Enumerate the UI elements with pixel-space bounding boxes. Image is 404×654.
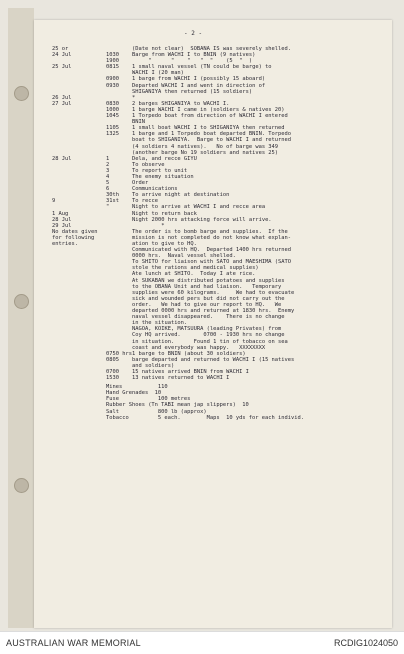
entry-date: 25 Jul: [52, 64, 72, 71]
entry-time: 2: [106, 161, 110, 168]
entry-date: [52, 375, 106, 381]
entry-text: Dela, and recce GIYU: [132, 155, 197, 162]
entry-time: 6: [106, 186, 110, 193]
entry-text: Night to return back: [132, 210, 197, 217]
entry-text: departed 0000 hrs and returned at 1830 hrs. Enemy: [132, 308, 295, 315]
entry-date: 28 Jul: [52, 155, 72, 162]
entry-text: The enemy situation: [132, 173, 194, 180]
entry-text: (another barge No 19 soldiers and natives 25): [132, 149, 279, 156]
entry-text: At SUKABAN we distributed potatoes and supplies: [132, 277, 285, 284]
entry-text: to the OBANA Unit and had liaison. Temporary: [132, 283, 282, 290]
entry-text: Coy HQ arrived. 0700 - 1930 hrs no change: [132, 332, 285, 339]
entry-text: SHIGANIYA then returned (15 soldiers): [132, 88, 253, 95]
entry-text: 0000 hrs. Naval vessel shelled.: [132, 253, 236, 260]
entry-text: NAGOA, KOIKE, MATSUURA (leading Privates) from: [132, 326, 282, 333]
entry-time: 1105: [106, 125, 119, 132]
entry-text: order. We had to give our report to HQ. We: [132, 301, 282, 308]
entry-time: ": [106, 204, 110, 211]
entry-date: for following: [52, 234, 95, 241]
entry-text: in situation. Found 1 tin of tobacco on sea: [132, 338, 288, 345]
entry-text: naval vessel disappeared. There is no change: [132, 314, 285, 321]
entry-text: Ate lunch at SHITO. Today I ate rice.: [132, 271, 256, 278]
entry-text: To report to unit: [132, 167, 188, 174]
document-page: [34, 20, 392, 628]
footer-bar: [0, 631, 404, 654]
entry-text: 1 barge and 1 Torpedo boat departed BNIN. Torpedo: [132, 131, 292, 138]
entry-time: 3: [106, 167, 110, 174]
entry-text: mission is not completed do not know what explan-: [132, 234, 292, 241]
entry-text: 13 natives returned to WACHI I: [132, 375, 230, 382]
entry-time: 30th: [106, 192, 119, 199]
entry-text: Departed WACHI I and went in direction of: [132, 82, 266, 89]
entry-time: 0900: [106, 76, 119, 83]
entry-text: To SHITO for liaison with SATO and MAESHIMA (SATO: [132, 259, 292, 266]
entry-date: 24 Jul: [52, 52, 72, 59]
document-body: [52, 46, 386, 421]
inventory-text: Salt 800 lb (approx): [106, 408, 207, 415]
entry-text: 1 small naval vessel (TN could be barge) to: [132, 64, 272, 71]
punch-hole-icon: [14, 294, 29, 309]
entry-text: (4 soldiers 4 natives). No of barge was 349: [132, 143, 279, 150]
entry-time: 1325: [106, 131, 119, 138]
entry-text: Night to arrive at WACHI I and recce area: [132, 204, 266, 211]
entry-text: Night 2000 hrs attacking force will arrive.: [132, 216, 272, 223]
entry-text: Communicated with HQ. Departed 1400 hrs returned: [132, 247, 292, 254]
entry-text: sick and wounded pers but did not carry out the: [132, 295, 285, 302]
entry-text: Order: [132, 180, 149, 187]
inventory-text: Tobacco 5 each. Maps 10 yds for each individ.: [106, 414, 304, 421]
entry-text: *: [132, 94, 136, 101]
punch-hole-icon: [14, 86, 29, 101]
entry-date: 9: [52, 198, 56, 205]
entry-time: 0700: [106, 368, 119, 375]
entry-text: BNIN: [132, 119, 145, 126]
entry-text: ation to give to HQ.: [132, 241, 197, 247]
entry-text: and soldiers): [132, 362, 175, 369]
entry-date: 27 Jul: [52, 100, 72, 107]
entry-time: 1045: [106, 113, 119, 120]
inventory-text: Hand Grenades 10: [106, 390, 162, 397]
entry-text: The order is to bomb barge and supplies. If the: [132, 228, 288, 235]
entry-time: 1530: [106, 375, 119, 382]
entry-text: 1 barge to BNIN (about 30 soldiers): [132, 350, 246, 357]
entry-time: 5: [106, 180, 110, 187]
entry-text: 15 natives arrived BNIN from WACHI I: [132, 368, 249, 375]
entry-time: 0815: [106, 64, 119, 71]
entry-date: 26 Jul: [52, 94, 72, 101]
entry-time: 0750 hrs: [106, 350, 132, 357]
punch-hole-icon: [14, 478, 29, 493]
entry-text: 1 Torpedo boat from direction of WACHI I entered: [132, 113, 288, 120]
footer-institution: AUSTRALIAN WAR MEMORIAL: [6, 638, 141, 648]
entry-date: No dates given: [52, 228, 98, 235]
page-number: - 2 -: [184, 30, 203, 37]
entry-date: 1 Aug: [52, 210, 69, 217]
entry-time: 1030: [106, 52, 119, 59]
entry-time: 0805: [106, 356, 119, 363]
log-entry-line: [52, 375, 386, 381]
entry-text: in the situation.: [132, 320, 188, 327]
entry-date: 28 Jul: [52, 216, 72, 223]
entry-text: 2 barges SHIGANIYA to WACHI I.: [132, 100, 230, 107]
entry-text: 1 small boat WACHI I to SHIGANIYA then returned: [132, 125, 285, 132]
entry-text: To arrive night at destination: [132, 192, 230, 199]
entry-time: 0830: [106, 100, 119, 107]
entry-text: Barge from WACHI I to BNIN (9 natives): [132, 52, 256, 59]
entry-text: coast and everybody was happy. XXXXXXXX: [132, 344, 266, 351]
entry-time: 31st: [106, 198, 119, 205]
inventory-indent: [52, 415, 106, 421]
entry-time: 4: [106, 173, 110, 180]
entry-text: Communications: [132, 186, 178, 193]
entry-date: 29 Jul: [52, 222, 72, 229]
footer-record-id: RCDIG1024050: [333, 638, 398, 648]
entry-text: WACHI I (20 man): [132, 70, 184, 77]
inventory-line: [52, 415, 386, 421]
entry-text: (Date not clear) SOBANA IS was severely shelled.: [132, 46, 292, 52]
entry-text: To recce: [132, 198, 158, 205]
entry-text: To observe: [132, 161, 165, 168]
entry-text: 1 barge WACHI I came in (soldiers & natives 20): [132, 106, 285, 113]
entry-time: 1000: [106, 106, 119, 113]
inventory-text: Rubber Shoes (Tn TABI mean jap slippers) 10: [106, 402, 249, 409]
entry-time: 0930: [106, 82, 119, 89]
entry-text: *: [132, 222, 165, 229]
entry-text: supplies were 60 kilograms. We had to evacuate: [132, 289, 295, 296]
entry-time: 1900: [106, 58, 119, 65]
entry-date: entries.: [52, 241, 78, 247]
binding-strip: [8, 8, 34, 628]
entry-text: boat to SHIGANIYA. Barge to WACHI I and returned: [132, 137, 292, 144]
inventory-text: Mines 110: [106, 384, 168, 391]
entry-text: 1 barge from WACHI I (possibly 15 aboard): [132, 76, 266, 83]
entry-text: barge departed and returned to WACHI I (15 natives: [132, 356, 295, 363]
entry-text: " " " " " (5 " ): [132, 58, 253, 65]
entry-date: 25 or: [52, 46, 69, 52]
inventory-text: Fuse 100 metres: [106, 396, 191, 403]
entry-time: 1: [106, 155, 110, 162]
entry-text: stole the rations and medical supplies): [132, 265, 259, 272]
